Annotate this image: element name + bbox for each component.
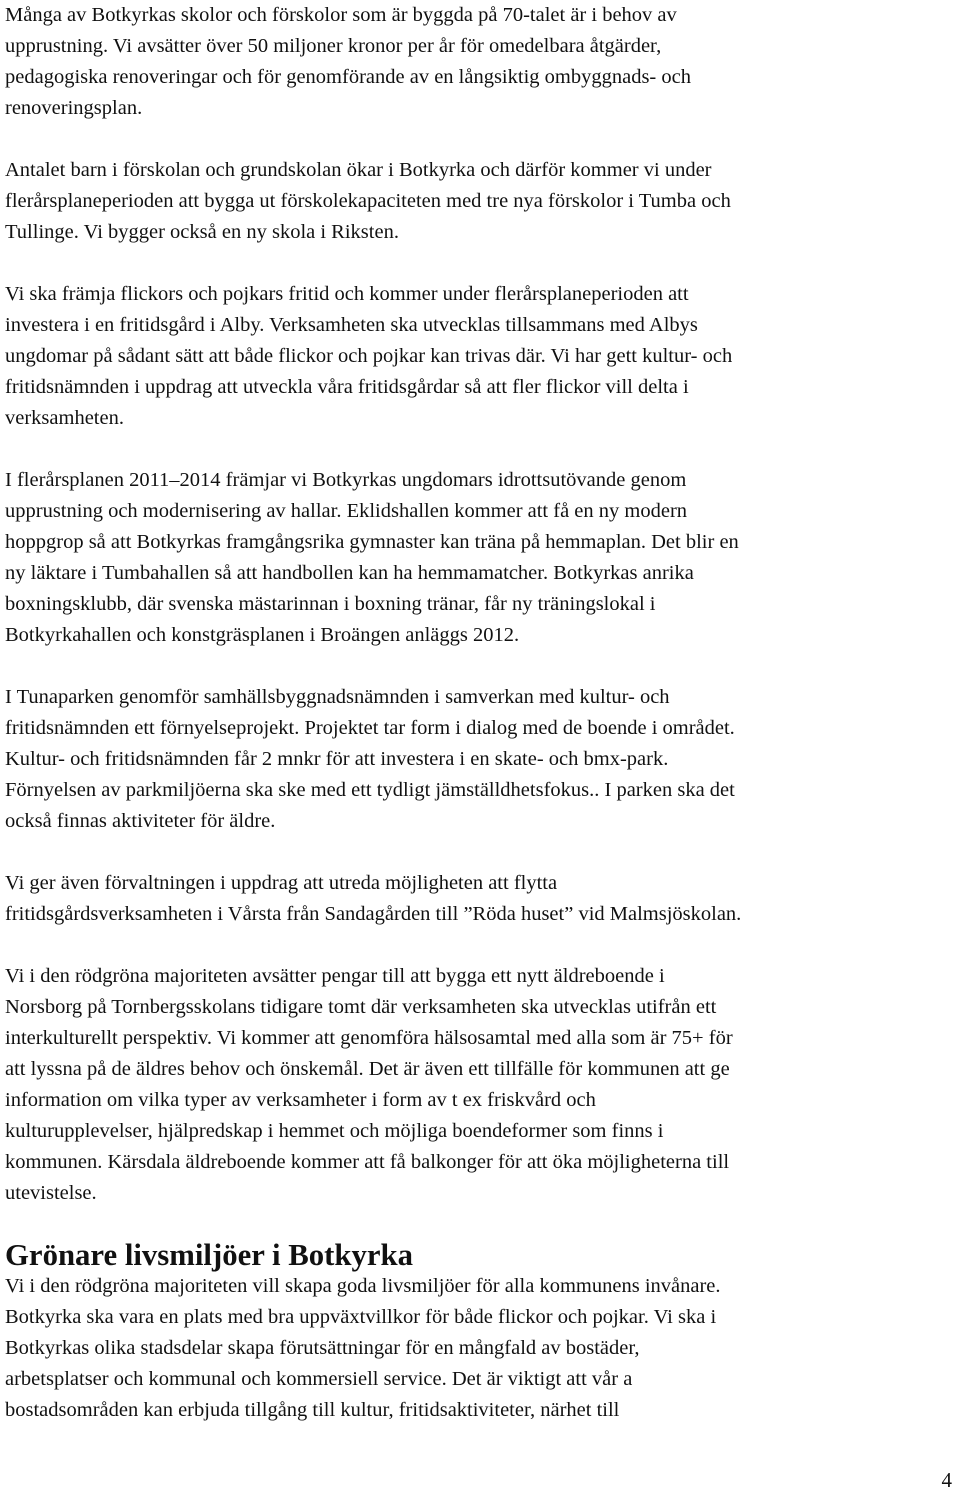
paragraph-gap xyxy=(5,1209,955,1240)
paragraph-elderly-care: Vi i den rödgröna majoriteten avsätter pengar till att bygga ett nytt äldreboende i Norsborg på Tornbergsskolans tidigare tomt där verksamheten ska utvecklas utifrån ett interkulturellt perspektiv. Vi kommer att genomföra hälsosamtal med alla som är 75+ för att lyssna på de äldres behov och önskemål. Det är även ett tillfälle för kommunen att ge information om vilka typer av verksamheter i form av t ex friskvård och kulturupplevelser, hjälpredskap i hemmet och möjliga boendeformer som finns i kommunen. Kärsdala äldreboende kommer att få balkonger för att öka möjligheterna till utevistelse. xyxy=(5,965,733,1204)
document-page xyxy=(5,0,955,1426)
paragraph-youth-centre: Vi ska främja flickors och pojkars fritid och kommer under flerårsplaneperioden att investera i en fritidsgård i Alby. Verksamheten ska utvecklas tillsammans med Albys ungdomar på sådant sätt att både flickor och pojkar kan trivas där. Vi har gett kultur- och fritidsnämnden i uppdrag att utveckla våra fritidsgårdar så att fler flickor vill delta i verksamheten. xyxy=(5,283,733,429)
paragraph-gap xyxy=(5,930,955,961)
section-heading: Grönare livsmiljöer i Botkyrka xyxy=(5,1238,413,1272)
paragraph-preschool-capacity: Antalet barn i förskolan och grundskolan ökar i Botkyrka och därför kommer vi under flerårsplaneperioden att bygga ut förskolekapaciteten med tre nya förskolor i Tumba och Tullinge. Vi bygger också en ny skola i Riksten. xyxy=(5,159,731,243)
section-body: Vi i den rödgröna majoriteten vill skapa goda livsmiljöer för alla kommunens invånare. Botkyrka ska vara en plats med bra uppväxtvillkor för både flickor och pojkar. Vi ska i Botkyrkas olika stadsdelar skapa förutsättningar för en mångfald av bostäder, arbetsplatser och kommunal och kommersiell service. Det är viktigt att vår a bostadsområden kan erbjuda tillgång till kultur, fritidsaktiviteter, närhet till xyxy=(5,1275,721,1421)
paragraph-varsta: Vi ger även förvaltningen i uppdrag att utreda möjligheten att flytta fritidsgårdsverksamheten i Vårsta från Sandagården till ”Röda huset” vid Malmsjöskolan. xyxy=(5,872,742,925)
paragraph-tunaparken: I Tunaparken genomför samhällsbyggnadsnämnden i samverkan med kultur- och fritidsnämnden ett förnyelseprojekt. Projektet tar form i dialog med de boende i området. Kultur- och fritidsnämnden får 2 mnkr för att investera i en skate- och bmx-park. Förnyelsen av parkmiljöerna ska ske med ett tydligt jämställdhetsfokus.. I parken ska det också finnas aktiviteter för äldre. xyxy=(5,686,735,832)
paragraph-gap xyxy=(5,124,955,155)
paragraph-gap xyxy=(5,248,955,279)
paragraph-gap xyxy=(5,434,955,465)
paragraph-gap xyxy=(5,837,955,868)
page-number: 4 xyxy=(941,1468,952,1492)
paragraph-sports-halls: I flerårsplanen 2011–2014 främjar vi Botkyrkas ungdomars idrottsutövande genom upprustning och modernisering av hallar. Eklidshallen kommer att få en ny modern hoppgrop så att Botkyrkas framgångsrika gymnaster kan träna på hemmaplan. Det blir en ny läktare i Tumbahallen så att handbollen kan ha hemmamatcher. Botkyrkas anrika boxningsklubb, där svenska mästarinnan i boxning tränar, får ny träningslokal i Botkyrkahallen och konstgräsplanen i Broängen anläggs 2012. xyxy=(5,469,739,646)
paragraph-gap xyxy=(5,651,955,682)
paragraph-school-renovation: Många av Botkyrkas skolor och förskolor som är byggda på 70-talet är i behov av upprustning. Vi avsätter över 50 miljoner kronor per år för omedelbara åtgärder, pedagogiska renoveringar och för genomförande av en långsiktig ombyggnads- och renoveringsplan. xyxy=(5,4,691,119)
